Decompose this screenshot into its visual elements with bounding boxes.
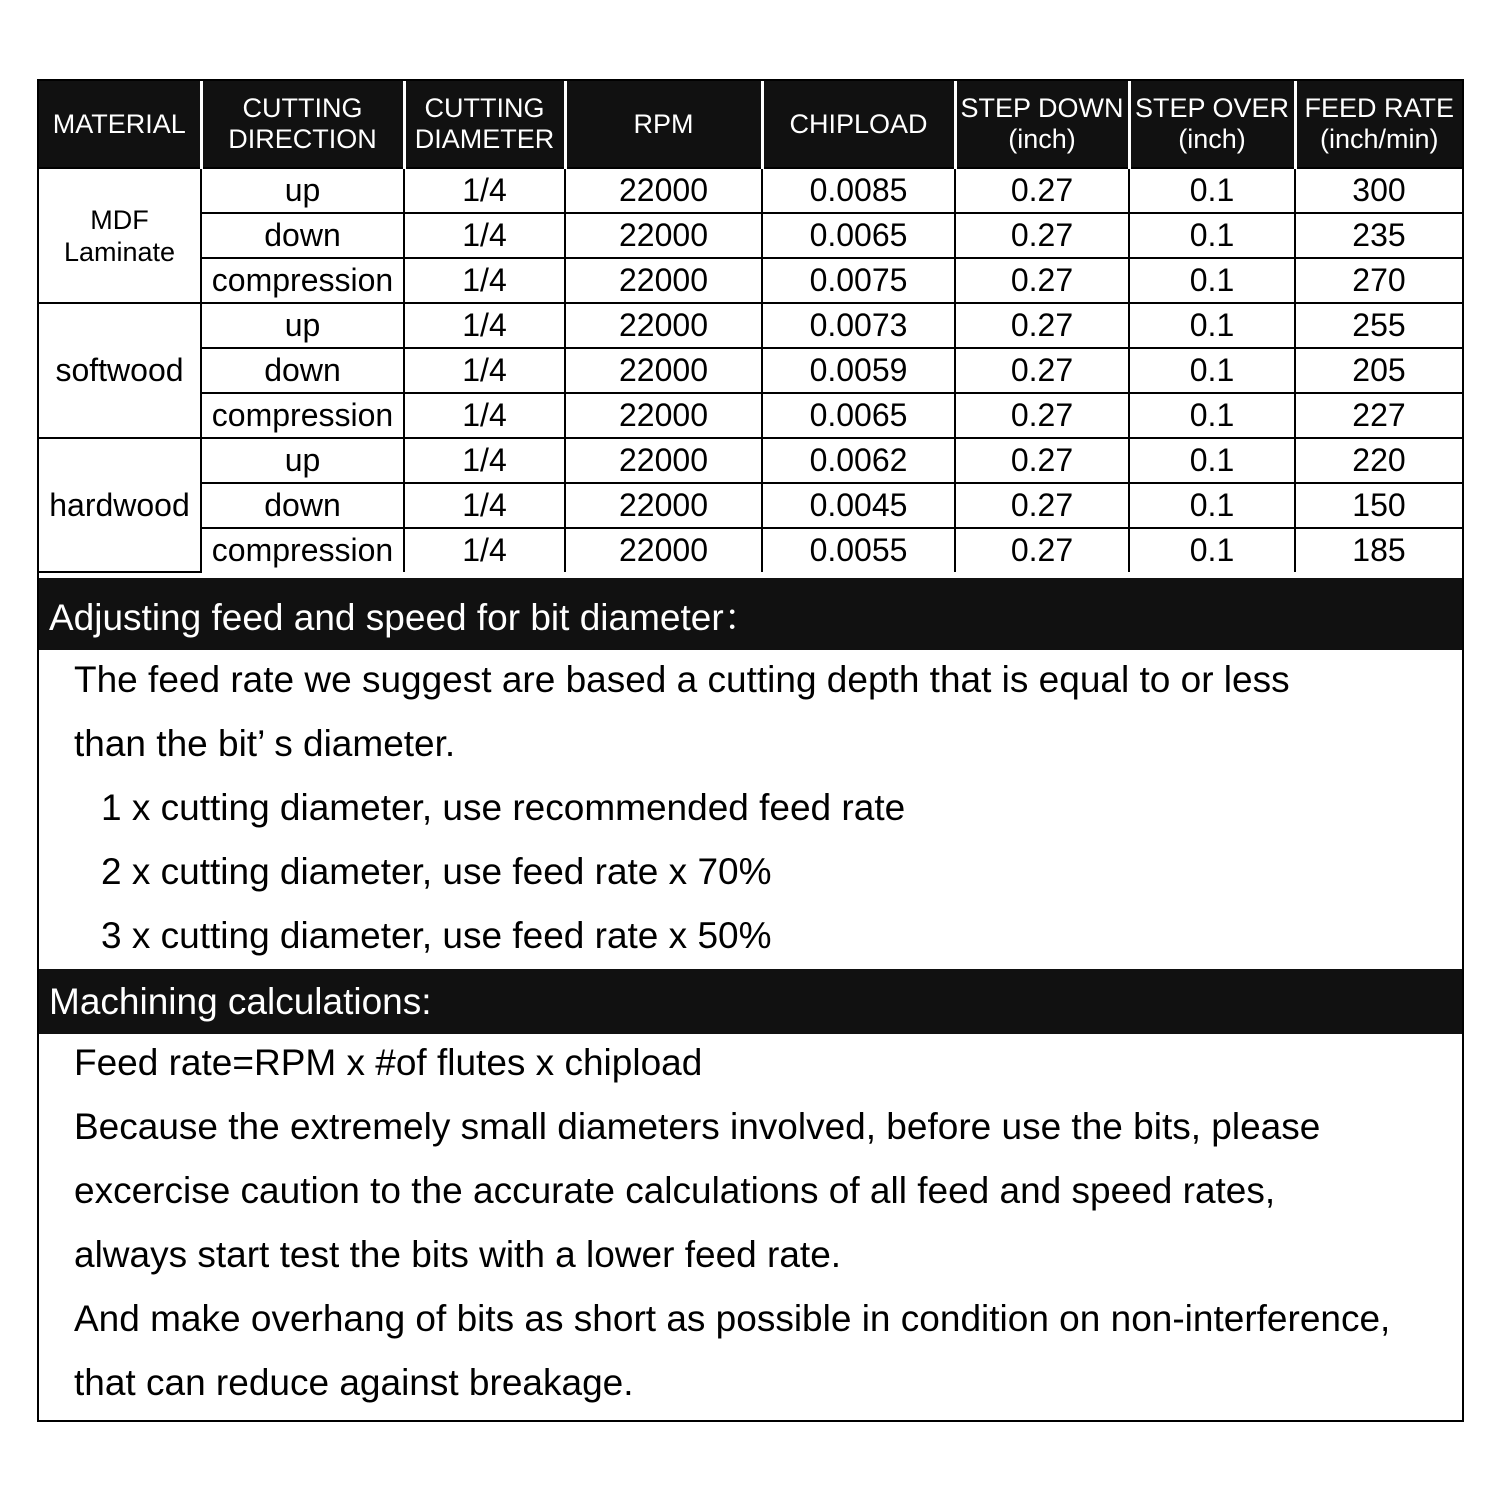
cell-direction: up (201, 168, 404, 213)
cell-step-down: 0.27 (955, 168, 1129, 213)
column-header-chipload: CHIPLOAD (762, 81, 955, 168)
cell-chipload: 0.0065 (762, 393, 955, 438)
cell-step-over: 0.1 (1129, 483, 1295, 528)
calc-paragraph-line: that can reduce against breakage. (74, 1362, 634, 1403)
cell-feed-rate: 185 (1295, 528, 1462, 572)
material-cell-softwood: softwood (39, 303, 201, 438)
cell-chipload: 0.0065 (762, 213, 955, 258)
material-cell-mdf-laminate: MDF Laminate (39, 168, 201, 303)
cell-direction: up (201, 303, 404, 348)
table-row (39, 393, 1462, 438)
cell-step-down: 0.27 (955, 438, 1129, 483)
cell-rpm: 22000 (565, 303, 762, 348)
cell-step-down: 0.27 (955, 258, 1129, 303)
cell-chipload: 0.0062 (762, 438, 955, 483)
cell-feed-rate: 220 (1295, 438, 1462, 483)
cell-rpm: 22000 (565, 168, 762, 213)
cell-step-over: 0.1 (1129, 393, 1295, 438)
cell-direction: compression (201, 258, 404, 303)
cell-step-down: 0.27 (955, 213, 1129, 258)
cell-direction: down (201, 213, 404, 258)
feed-speed-table (39, 81, 1462, 573)
cell-step-over: 0.1 (1129, 528, 1295, 572)
calc-paragraph-line: Because the extremely small diameters involved, before use the bits, please (74, 1106, 1321, 1147)
cell-step-over: 0.1 (1129, 348, 1295, 393)
cell-step-over: 0.1 (1129, 258, 1295, 303)
adjust-section-body (74, 648, 1452, 968)
column-header-cutting-direction: CUTTING DIRECTION (201, 81, 404, 168)
cell-step-over: 0.1 (1129, 438, 1295, 483)
cell-rpm: 22000 (565, 213, 762, 258)
cell-rpm: 22000 (565, 528, 762, 572)
cell-chipload: 0.0055 (762, 528, 955, 572)
cell-direction: compression (201, 393, 404, 438)
calc-section-heading: Machining calculations: (39, 969, 1462, 1034)
adjust-rule-3x: 3 x cutting diameter, use feed rate x 50% (101, 915, 772, 956)
adjust-rule-1x: 1 x cutting diameter, use recommended feed rate (101, 787, 906, 828)
table-row (39, 258, 1462, 303)
cell-direction: down (201, 348, 404, 393)
cell-direction: up (201, 438, 404, 483)
cell-feed-rate: 255 (1295, 303, 1462, 348)
calc-paragraph-line: always start test the bits with a lower feed rate. (74, 1234, 842, 1275)
calc-section-body (74, 1031, 1452, 1415)
adjust-paragraph-line: than the bit’ s diameter. (74, 723, 456, 764)
adjust-rule-2x: 2 x cutting diameter, use feed rate x 70% (101, 851, 772, 892)
cell-step-down: 0.27 (955, 528, 1129, 572)
calc-paragraph-line: excercise caution to the accurate calculations of all feed and speed rates, (74, 1170, 1276, 1211)
cell-chipload: 0.0085 (762, 168, 955, 213)
cell-rpm: 22000 (565, 438, 762, 483)
cell-rpm: 22000 (565, 483, 762, 528)
cell-diameter: 1/4 (404, 393, 565, 438)
cell-feed-rate: 227 (1295, 393, 1462, 438)
column-header-rpm: RPM (565, 81, 762, 168)
column-header-step-down: STEP DOWN (inch) (955, 81, 1129, 168)
cell-chipload: 0.0045 (762, 483, 955, 528)
cell-step-down: 0.27 (955, 483, 1129, 528)
calc-paragraph-line: And make overhang of bits as short as possible in condition on non-interference, (74, 1298, 1391, 1339)
material-cell-hardwood: hardwood (39, 438, 201, 572)
cell-chipload: 0.0059 (762, 348, 955, 393)
cell-step-over: 0.1 (1129, 168, 1295, 213)
cell-rpm: 22000 (565, 348, 762, 393)
cell-feed-rate: 300 (1295, 168, 1462, 213)
cell-diameter: 1/4 (404, 438, 565, 483)
table-row (39, 438, 1462, 483)
column-header-material: MATERIAL (39, 81, 201, 168)
cell-step-over: 0.1 (1129, 303, 1295, 348)
adjust-paragraph-line: The feed rate we suggest are based a cutting depth that is equal to or less (74, 659, 1290, 700)
cell-diameter: 1/4 (404, 213, 565, 258)
table-row (39, 213, 1462, 258)
column-header-feed-rate: FEED RATE (inch/min) (1295, 81, 1462, 168)
cell-diameter: 1/4 (404, 528, 565, 572)
cell-feed-rate: 270 (1295, 258, 1462, 303)
cell-step-over: 0.1 (1129, 213, 1295, 258)
column-header-step-over: STEP OVER (inch) (1129, 81, 1295, 168)
cell-diameter: 1/4 (404, 483, 565, 528)
cell-chipload: 0.0073 (762, 303, 955, 348)
table-row (39, 528, 1462, 572)
cell-direction: compression (201, 528, 404, 572)
table-row (39, 348, 1462, 393)
cell-direction: down (201, 483, 404, 528)
cell-chipload: 0.0075 (762, 258, 955, 303)
feed-speed-chart (37, 79, 1464, 1422)
cell-rpm: 22000 (565, 258, 762, 303)
table-header-row (39, 81, 1462, 168)
cell-feed-rate: 205 (1295, 348, 1462, 393)
cell-step-down: 0.27 (955, 393, 1129, 438)
cell-diameter: 1/4 (404, 348, 565, 393)
cell-feed-rate: 150 (1295, 483, 1462, 528)
cell-step-down: 0.27 (955, 348, 1129, 393)
table-row (39, 168, 1462, 213)
column-header-cutting-diameter: CUTTING DIAMETER (404, 81, 565, 168)
adjust-section-heading: Adjusting feed and speed for bit diameter： (39, 578, 1462, 650)
cell-diameter: 1/4 (404, 303, 565, 348)
calc-formula: Feed rate=RPM x #of flutes x chipload (74, 1042, 703, 1083)
table-row (39, 303, 1462, 348)
cell-diameter: 1/4 (404, 258, 565, 303)
cell-step-down: 0.27 (955, 303, 1129, 348)
cell-rpm: 22000 (565, 393, 762, 438)
cell-feed-rate: 235 (1295, 213, 1462, 258)
table-row (39, 483, 1462, 528)
cell-diameter: 1/4 (404, 168, 565, 213)
